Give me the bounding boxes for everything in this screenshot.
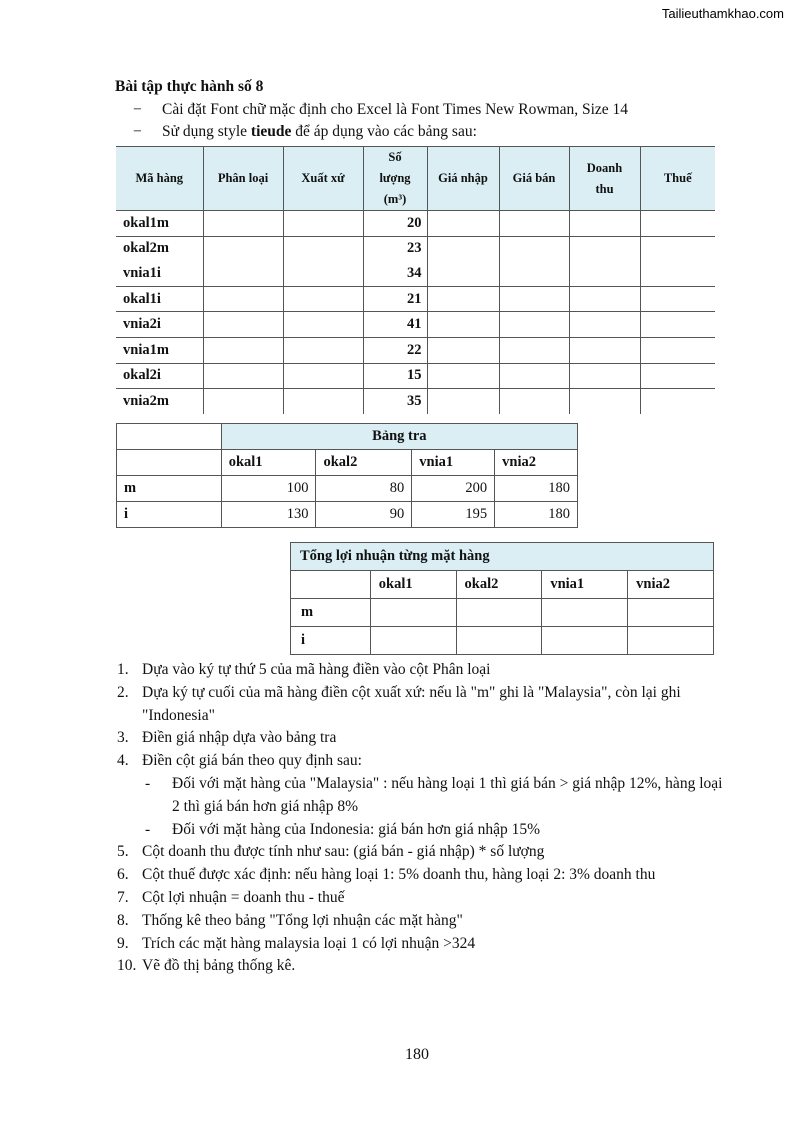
- summary-row: [291, 599, 714, 627]
- table-row: [116, 261, 715, 286]
- lookup-col-header: okal1: [221, 450, 316, 476]
- cell-empty: [499, 337, 569, 363]
- step-number: 6.: [117, 866, 129, 884]
- steps-list: [117, 659, 727, 978]
- lookup-value: 80: [316, 476, 412, 502]
- step-text: Dựa ký tự cuối của mã hàng điền cột xuất xứ: nếu là "m" ghi là "Malaysia", còn lại ghi "Indonesia": [142, 683, 681, 724]
- summary-col-header: vnia1: [542, 571, 628, 599]
- cell-qty: 35: [363, 389, 427, 414]
- exercise-heading: Bài tập thực hành số 8: [115, 78, 264, 95]
- cell-empty: [569, 337, 640, 363]
- bullet-text: Sử dụng style: [162, 123, 251, 140]
- cell-empty: [283, 211, 363, 237]
- cell-empty: [640, 389, 715, 414]
- cell-empty: [640, 363, 715, 389]
- summary-title-row: [291, 543, 714, 571]
- header-so-luong-line1: Số: [388, 150, 402, 164]
- cell-empty: [283, 236, 363, 261]
- lookup-value: 130: [221, 502, 316, 528]
- lookup-value: 200: [412, 476, 495, 502]
- cell-empty: [569, 211, 640, 237]
- cell-empty: [628, 599, 714, 627]
- list-item: [117, 955, 727, 978]
- cell-empty: [499, 211, 569, 237]
- cell-empty: [640, 261, 715, 286]
- header-gia-nhap: Giá nhập: [427, 147, 499, 211]
- lookup-value: 180: [495, 502, 578, 528]
- step-number: 9.: [117, 934, 129, 952]
- sub-item: [117, 773, 727, 819]
- step-number: 8.: [117, 911, 129, 929]
- cell-qty: 23: [363, 236, 427, 261]
- list-item: [117, 682, 727, 728]
- step-number: 10.: [117, 957, 137, 975]
- cell-empty: [283, 363, 363, 389]
- header-doanh-thu-line1: Doanh: [586, 160, 623, 175]
- cell-empty: [569, 236, 640, 261]
- summary-table: [290, 542, 714, 655]
- lookup-row: [117, 502, 578, 528]
- cell-empty: [569, 286, 640, 312]
- lookup-table: [116, 423, 578, 528]
- table-row: [116, 286, 715, 312]
- cell-empty: [117, 424, 222, 450]
- cell-empty: [499, 363, 569, 389]
- cell-empty: [427, 389, 499, 414]
- page-number: 180: [405, 1046, 429, 1063]
- cell-qty: 21: [363, 286, 427, 312]
- cell-code: okal1m: [116, 211, 203, 237]
- cell-empty: [569, 261, 640, 286]
- step-text: Cột thuế được xác định: nếu hàng loại 1: 5% doanh thu, hàng loại 2: 3% doanh thu: [142, 866, 656, 884]
- step-number: 5.: [117, 843, 129, 861]
- summary-row: [291, 627, 714, 655]
- lookup-title: Bảng tra: [221, 424, 577, 450]
- bullet-item: [133, 99, 628, 121]
- lookup-value: 100: [221, 476, 316, 502]
- table-row: [116, 312, 715, 338]
- cell-empty: [283, 389, 363, 414]
- step-number: 7.: [117, 888, 129, 906]
- site-watermark[interactable]: Tailieuthamkhao.com: [661, 6, 784, 21]
- cell-empty: [640, 312, 715, 338]
- bullet-dash: −: [133, 101, 142, 118]
- cell-empty: [456, 627, 542, 655]
- step-text: Vẽ đồ thị bảng thống kê.: [142, 957, 296, 975]
- header-thue: Thuế: [640, 147, 715, 211]
- summary-col-header: okal1: [370, 571, 456, 599]
- bullet-dash: −: [133, 123, 142, 140]
- cell-code: vnia1m: [116, 337, 203, 363]
- table-row: [116, 389, 715, 414]
- lookup-row-label: m: [117, 476, 222, 502]
- lookup-row-label: i: [117, 502, 222, 528]
- list-item: [117, 659, 727, 682]
- step-number: 1.: [117, 661, 129, 678]
- cell-empty: [640, 286, 715, 312]
- step-text: Cột doanh thu được tính như sau: (giá bán - giá nhập) * số lượng: [142, 843, 545, 861]
- cell-empty: [291, 571, 371, 599]
- lookup-value: 195: [412, 502, 495, 528]
- table-row: [116, 337, 715, 363]
- lookup-value: 180: [495, 476, 578, 502]
- step-text: Cột lợi nhuận = doanh thu - thuế: [142, 888, 345, 906]
- cell-empty: [499, 261, 569, 286]
- cell-empty: [427, 261, 499, 286]
- cell-empty: [569, 312, 640, 338]
- cell-empty: [569, 389, 640, 414]
- list-item: [117, 887, 727, 910]
- cell-empty: [203, 389, 283, 414]
- header-doanh-thu: [569, 147, 640, 211]
- header-ma-hang: Mã hàng: [116, 147, 203, 211]
- lookup-col-header: vnia1: [412, 450, 495, 476]
- cell-qty: 15: [363, 363, 427, 389]
- cell-empty: [117, 450, 222, 476]
- cell-empty: [427, 363, 499, 389]
- sub-item: [117, 819, 727, 842]
- header-so-luong-line3: (m³): [383, 192, 407, 206]
- summary-col-header: vnia2: [628, 571, 714, 599]
- list-item: [117, 910, 727, 933]
- cell-empty: [427, 286, 499, 312]
- step-number: 3.: [117, 729, 129, 747]
- list-item: [117, 933, 727, 956]
- sub-text: Đối với mặt hàng của "Malaysia" : nếu hàng loại 1 thì giá bán > giá nhập 12%, hàng loại 2 thì giá bán hơn giá nhập 8%: [172, 774, 723, 815]
- bullet-text-tail: để áp dụng vào các bảng sau:: [291, 123, 477, 140]
- cell-qty: 41: [363, 312, 427, 338]
- summary-row-label: i: [291, 627, 371, 655]
- step-text: Điền cột giá bán theo quy định sau:: [142, 752, 362, 770]
- cell-empty: [203, 337, 283, 363]
- lookup-header-row: [117, 450, 578, 476]
- step-text: Thống kê theo bảng "Tổng lợi nhuận các mặt hàng": [142, 911, 463, 929]
- header-doanh-thu-line2: thu: [595, 181, 614, 196]
- cell-empty: [427, 211, 499, 237]
- header-phan-loai: Phân loại: [203, 147, 283, 211]
- main-table-header: [116, 147, 715, 211]
- table-row: [116, 211, 715, 237]
- lookup-row: [117, 476, 578, 502]
- cell-empty: [499, 312, 569, 338]
- summary-row-label: m: [291, 599, 371, 627]
- cell-empty: [283, 261, 363, 286]
- list-item: [117, 841, 727, 864]
- style-name: tieude: [250, 123, 292, 140]
- cell-empty: [542, 627, 628, 655]
- cell-qty: 22: [363, 337, 427, 363]
- sub-dash: -: [145, 774, 151, 792]
- cell-qty: 34: [363, 261, 427, 286]
- cell-empty: [203, 286, 283, 312]
- cell-empty: [427, 236, 499, 261]
- cell-code: vnia2m: [123, 392, 169, 409]
- step-text: Dựa vào ký tự thứ 5 của mã hàng điền vào cột Phân loại: [142, 661, 491, 678]
- cell-empty: [628, 627, 714, 655]
- table-row: [116, 363, 715, 389]
- cell-code: okal1i: [116, 286, 203, 312]
- instruction-bullets: [133, 99, 628, 143]
- cell-empty: [499, 236, 569, 261]
- list-item: [117, 727, 727, 750]
- main-table: [116, 146, 715, 414]
- lookup-col-header: vnia2: [495, 450, 578, 476]
- cell-empty: [542, 599, 628, 627]
- sub-text: Đối với mặt hàng của Indonesia: giá bán hơn giá nhập 15%: [172, 820, 541, 838]
- cell-empty: [283, 312, 363, 338]
- step-number: 2.: [117, 683, 129, 701]
- header-so-luong: [363, 147, 427, 211]
- list-item: [117, 864, 727, 887]
- header-so-luong-line2: lượng: [379, 171, 411, 185]
- summary-header-row: [291, 571, 714, 599]
- cell-code: vnia1i: [116, 261, 203, 286]
- cell-empty: [427, 337, 499, 363]
- bullet-text: Cài đặt Font chữ mặc định cho Excel là Font Times New Rowman, Size 14: [162, 101, 629, 118]
- cell-empty: [569, 363, 640, 389]
- cell-qty: 20: [363, 211, 427, 237]
- cell-empty: [456, 599, 542, 627]
- bullet-item: [133, 121, 628, 143]
- cell-code: okal2m: [123, 240, 169, 257]
- lookup-title-row: [117, 424, 578, 450]
- sub-dash: -: [145, 820, 151, 838]
- cell-empty: [370, 627, 456, 655]
- cell-empty: [370, 599, 456, 627]
- cell-empty: [640, 337, 715, 363]
- cell-empty: [283, 286, 363, 312]
- table-row: [116, 236, 715, 261]
- lookup-value: 90: [316, 502, 412, 528]
- header-xuat-xu: Xuất xứ: [283, 147, 363, 211]
- cell-code: okal2i: [116, 363, 203, 389]
- step-number: 4.: [117, 752, 129, 770]
- cell-empty: [203, 363, 283, 389]
- step-text: Trích các mặt hàng malaysia loại 1 có lợi nhuận >324: [142, 934, 476, 952]
- summary-title: Tổng lợi nhuận từng mặt hàng: [291, 543, 714, 571]
- cell-empty: [640, 211, 715, 237]
- cell-empty: [640, 236, 715, 261]
- cell-empty: [203, 261, 283, 286]
- summary-col-header: okal2: [456, 571, 542, 599]
- cell-empty: [499, 389, 569, 414]
- header-gia-ban: Giá bán: [499, 147, 569, 211]
- cell-empty: [499, 286, 569, 312]
- cell-empty: [427, 312, 499, 338]
- cell-empty: [203, 312, 283, 338]
- cell-empty: [283, 337, 363, 363]
- cell-empty: [203, 236, 283, 261]
- step-text: Điền giá nhập dựa vào bảng tra: [142, 729, 337, 747]
- cell-code: vnia2i: [116, 312, 203, 338]
- lookup-col-header: okal2: [316, 450, 412, 476]
- list-item: [117, 750, 727, 773]
- cell-empty: [203, 211, 283, 237]
